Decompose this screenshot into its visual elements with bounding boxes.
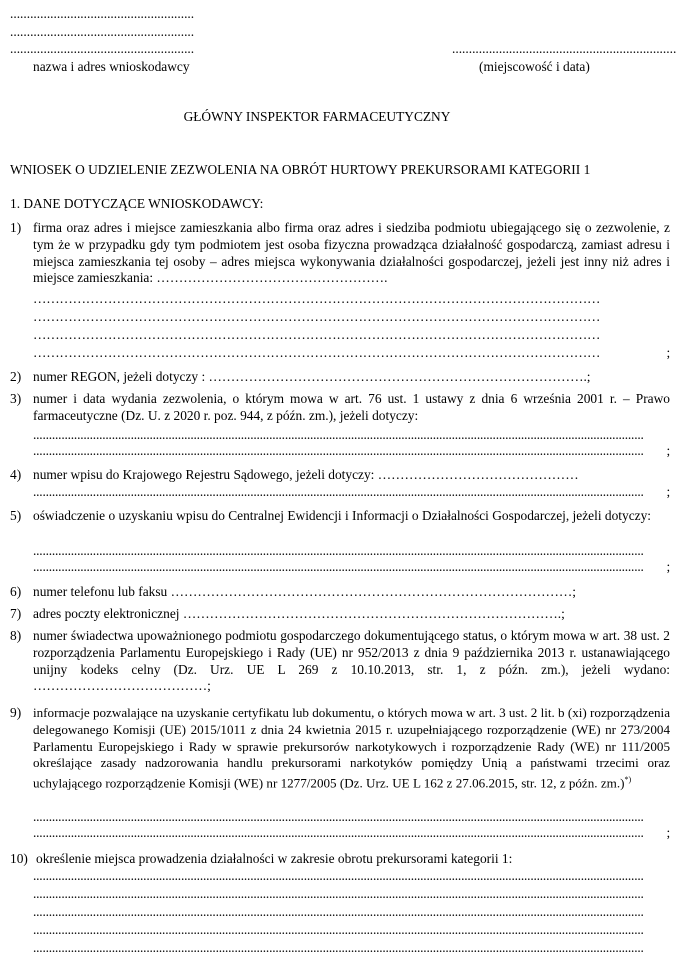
item-text: firma oraz adres i miejsce zamieszkania albo firma oraz adres i siedziba podmiotu ubiegającego się o zezwolenie, z tym że w przypadku gdy tym podmiotem jest osoba fizyczna prowadząca działalność gospodarczą, zamiast adresu i miejsca zamieszkania tej osoby – adres miejsca wykonywania działalności gospodarczej, jeżeli jest inny niż adres i miejsce zamieszkania: ……………………………………………. [33, 220, 670, 286]
applicant-dots-line-1[interactable]: ....................................................... [10, 6, 195, 21]
date-dots-line[interactable]: ................................................................... [452, 41, 677, 56]
section-heading: 1. DANE DOTYCZĄCE WNIOSKODAWCY: [10, 196, 264, 211]
fill-line[interactable]: .................................................................................................................................................................................................. [33, 427, 644, 442]
item-text: numer i data wydania zezwolenia, o którym mowa w art. 76 ust. 1 ustawy z dnia 6 września 2001 r. – Prawo farmaceutyczne (Dz. U. z 2020 r. poz. 944, z późn. zm.), jeżeli dotyczy: [33, 391, 670, 423]
item-text[interactable]: adres poczty elektronicznej ………………………………………………………………………….; [33, 606, 565, 621]
item-text[interactable]: numer telefonu lub faksu ………………………………………………………………………………; [33, 584, 577, 599]
item-number: 3) [10, 391, 22, 406]
form-title: WNIOSEK O UDZIELENIE ZEZWOLENIA NA OBRÓT HURTOWY PREKURSORAMI KATEGORII 1 [10, 162, 591, 177]
item-text: oświadczenie o uzyskaniu wpisu do Centralnej Ewidencji i Informacji o Działalności Gospodarczej, jeżeli dotyczy: [33, 508, 651, 523]
item-number: 5) [10, 508, 22, 523]
fill-line[interactable]: .................................................................................................................................................................................................. ; [33, 484, 670, 499]
item-text[interactable]: numer świadectwa upoważnionego podmiotu gospodarczego dokumentującego status, o którym mowa w art. 38 ust. 2 rozporządzenia Parlamentu Europejskiego i Rady (UE) nr 952/2013 z dnia 9 października 2013 r. ustanawiającego unijny kodeks celny (Dz. Urz. UE L 269 z 10.10.2013, str. 1, z późn. zm.), jeżeli wydano: …………………………………; [33, 628, 670, 694]
item-number: 8) [10, 628, 22, 643]
item-text[interactable]: numer wpisu do Krajowego Rejestru Sądowego, jeżeli dotyczy: ……………………………………… [33, 467, 579, 482]
item-text: określenie miejsca prowadzenia działalności w zakresie obrotu prekursorami kategorii 1: [36, 851, 513, 866]
date-label: (miejscowość i data) [479, 59, 590, 74]
fill-line[interactable]: .................................................................................................................................................................................................. [33, 886, 644, 901]
applicant-label: nazwa i adres wnioskodawcy [33, 59, 190, 74]
fill-line[interactable]: ………………………………………………………………………………………………………………… [33, 291, 601, 306]
fill-line[interactable]: ………………………………………………………………………………………………………………… [33, 309, 601, 324]
fill-line[interactable]: .................................................................................................................................................................................................. [33, 940, 644, 955]
fill-line[interactable]: .................................................................................................................................................................................................. ; [33, 443, 670, 458]
addressee: GŁÓWNY INSPEKTOR FARMACEUTYCZNY [183, 109, 451, 124]
item-text[interactable]: numer REGON, jeżeli dotyczy : ………………………………………………………………………….; [33, 369, 591, 384]
item-text [33, 705, 670, 792]
item-number: 7) [10, 606, 22, 621]
fill-line[interactable]: .................................................................................................................................................................................................. ; [33, 559, 670, 574]
fill-line[interactable]: .................................................................................................................................................................................................. [33, 922, 644, 937]
item-number: 9) [10, 705, 22, 720]
item-number: 1) [10, 220, 22, 235]
item-number: 10) [10, 851, 28, 866]
fill-line[interactable]: .................................................................................................................................................................................................. [33, 809, 644, 824]
item-number: 4) [10, 467, 22, 482]
fill-line[interactable]: .................................................................................................................................................................................................. [33, 904, 644, 919]
fill-line[interactable]: .................................................................................................................................................................................................. [33, 868, 644, 883]
item-number: 2) [10, 369, 22, 384]
item-9-text: informacje pozwalające na uzyskanie certyfikatu lub dokumentu, o których mowa w art. 3 ust. 2 lit. b (xi) rozporządzenia delegowanego Komisji (UE) 2015/1011 z dnia 24 kwietnia 2015 r. uzupełniającego rozporządzenie (WE) nr 273/2004 Parlamentu Europejskiego i Rady w sprawie prekursorów narkotykowych i rozporządzenie Rady (WE) nr 111/2005 określające zasady nadzorowania handlu prekursorami narkotyków pomiędzy Unią a państwami trzecimi oraz uchylającego rozporządzenie Komisji (WE) nr 1277/2005 (Dz. Urz. UE L 162 z 27.06.2015, str. 12, z późn. zm.) [33, 705, 671, 791]
fill-line[interactable]: .................................................................................................................................................................................................. ; [33, 825, 670, 840]
applicant-dots-line-2[interactable]: ....................................................... [10, 24, 195, 39]
applicant-dots-line-3[interactable]: ....................................................... [10, 41, 195, 56]
fill-line[interactable]: ………………………………………………………………………………………………………………… ; [33, 345, 670, 360]
footnote-mark: *) [624, 775, 632, 785]
item-number: 6) [10, 584, 22, 599]
fill-line[interactable]: .................................................................................................................................................................................................. [33, 543, 644, 558]
fill-line[interactable]: ………………………………………………………………………………………………………………… [33, 327, 601, 342]
